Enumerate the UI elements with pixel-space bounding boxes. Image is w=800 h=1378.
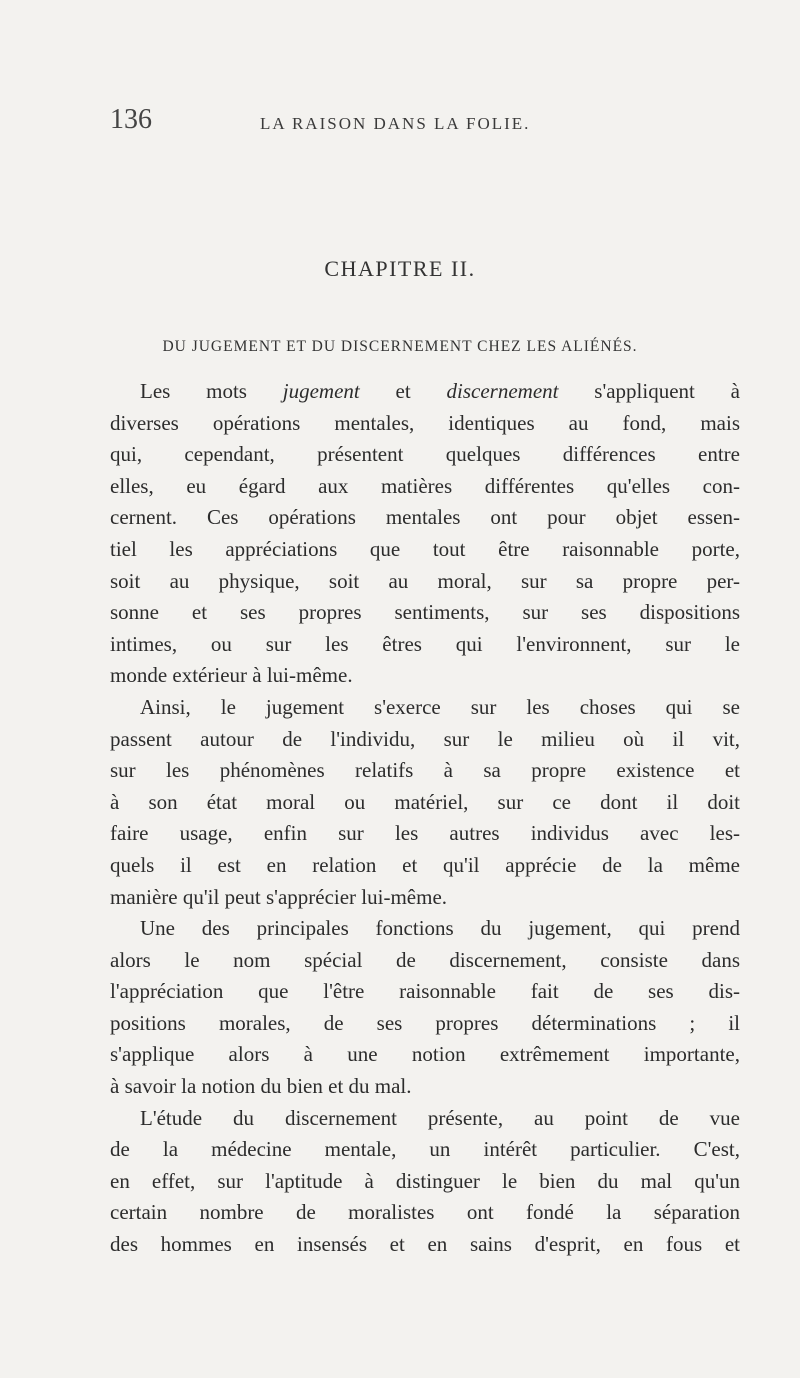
paragraph-line: à son état moral ou matériel, sur ce dont il doit	[110, 789, 740, 814]
paragraph-line: des hommes en insensés et en sains d'esprit, en fous et	[110, 1232, 740, 1257]
italic-term-jugement: jugement	[282, 379, 360, 403]
italic-term-discernement: discernement	[446, 379, 559, 403]
paragraph-line	[110, 376, 740, 408]
paragraph-line: cernent. Ces opérations mentales ont pour objet essen-	[110, 505, 740, 530]
paragraph-line: quels il est en relation et qu'il apprécie de la même	[110, 852, 740, 877]
paragraph-line: l'appréciation que l'être raisonnable fait de ses dis-	[110, 979, 740, 1004]
paragraph-line: en effet, sur l'aptitude à distinguer le bien du mal qu'un	[110, 1168, 740, 1193]
page-number: 136	[110, 104, 152, 135]
paragraph-line: Ainsi, le jugement s'exerce sur les choses qui se	[140, 694, 740, 719]
running-title: LA RAISON DANS LA FOLIE.	[260, 114, 531, 133]
paragraph-line: monde extérieur à lui-même.	[110, 663, 353, 688]
running-header	[110, 104, 750, 144]
paragraph-line: sur les phénomènes relatifs à sa propre existence et	[110, 758, 740, 783]
chapter-subtitle: DU JUGEMENT ET DU DISCERNEMENT CHEZ LES ALIÉNÉS.	[162, 338, 638, 355]
paragraph-line: passent autour de l'individu, sur le milieu où il vit,	[110, 726, 740, 751]
paragraph-line: soit au physique, soit au moral, sur sa propre per-	[110, 568, 740, 593]
paragraph-line: intimes, ou sur les êtres qui l'environnent, sur le	[110, 631, 740, 656]
text-run: et	[359, 379, 447, 403]
paragraph-line: tiel les appréciations que tout être raisonnable porte,	[110, 536, 740, 561]
paragraph-line: qui, cependant, présentent quelques différences entre	[110, 442, 740, 467]
paragraph-line: Une des principales fonctions du jugement, qui prend	[140, 916, 740, 941]
paragraph-line: elles, eu égard aux matières différentes qu'elles con-	[110, 473, 740, 498]
paragraph-line: alors le nom spécial de discernement, consiste dans	[110, 947, 740, 972]
paragraph-line: à savoir la notion du bien et du mal.	[110, 1074, 412, 1099]
body-text	[110, 376, 740, 1261]
chapter-title: CHAPITRE II.	[324, 256, 476, 281]
paragraph-line: de la médecine mentale, un intérêt particulier. C'est,	[110, 1137, 740, 1162]
text-run: Les mots	[140, 379, 283, 403]
paragraph-line: L'étude du discernement présente, au point de vue	[140, 1105, 740, 1130]
paragraph-line: faire usage, enfin sur les autres individus avec les-	[110, 821, 740, 846]
paragraph-line: positions morales, de ses propres déterminations ; il	[110, 1010, 740, 1035]
paragraph-line: manière qu'il peut s'apprécier lui-même.	[110, 884, 448, 909]
paragraph-line: certain nombre de moralistes ont fondé la séparation	[110, 1200, 740, 1225]
paragraph-line: s'applique alors à une notion extrêmement importante,	[110, 1042, 740, 1067]
paragraph-line: sonne et ses propres sentiments, sur ses dispositions	[110, 600, 740, 625]
text-run: s'appliquent à	[558, 379, 741, 403]
paragraph-line: diverses opérations mentales, identiques au fond, mais	[110, 410, 740, 435]
